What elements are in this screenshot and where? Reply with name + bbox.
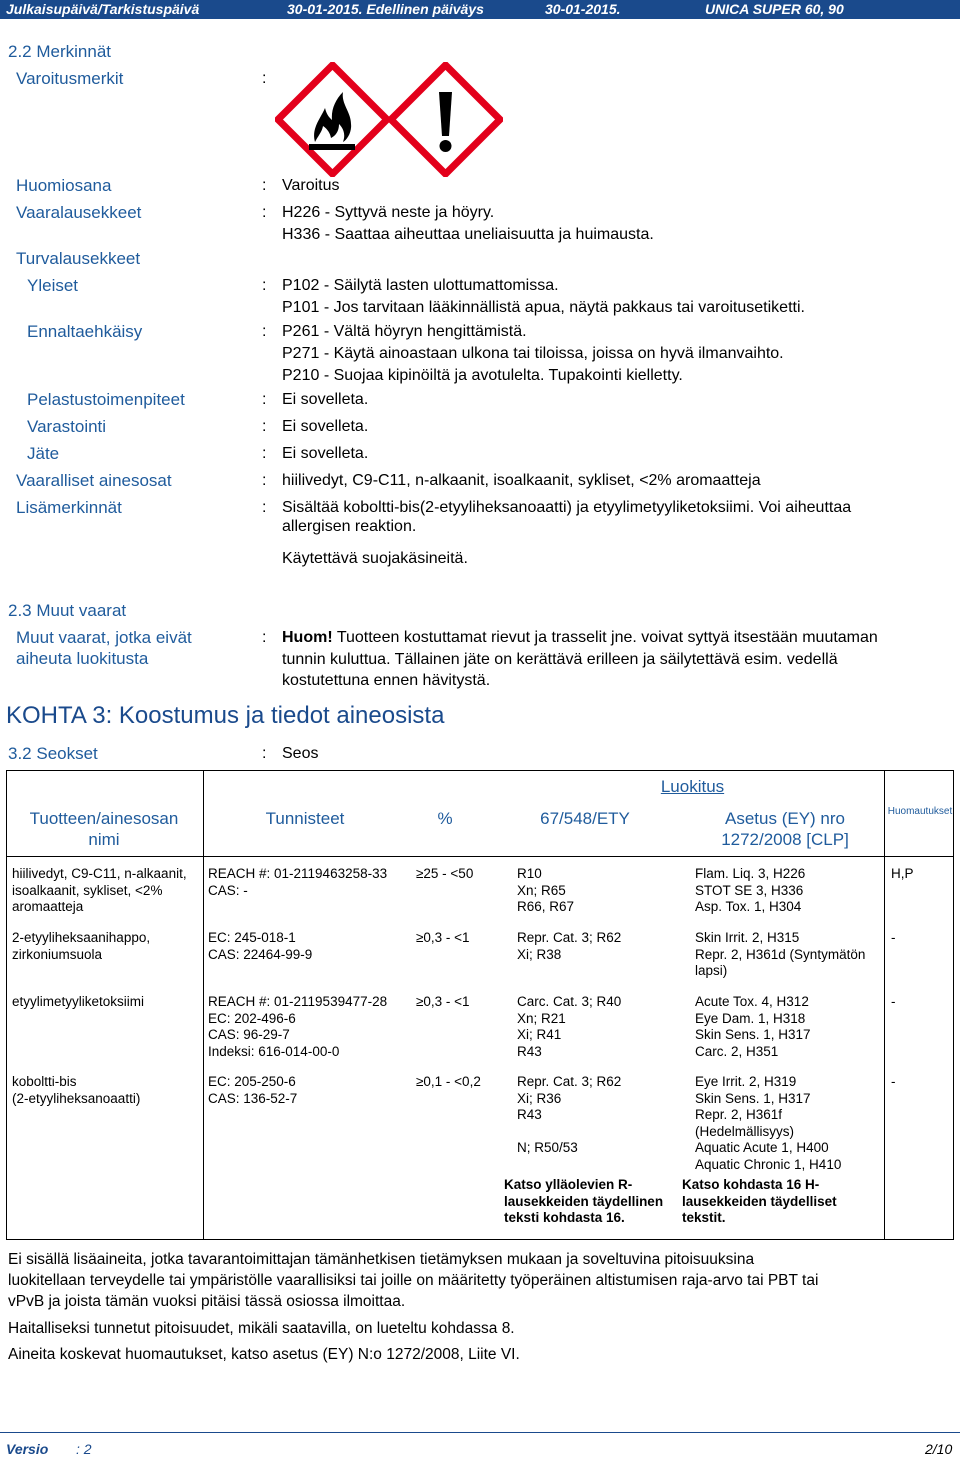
cell-line: Xi; R38 [517, 946, 562, 962]
cell-line: ≥0,3 - <1 [416, 930, 470, 945]
table-cell-clp [695, 930, 865, 980]
cell-line: isoalkaanit, sykliset, <2% [12, 882, 163, 898]
cell-line: (Hedelmällisyys) [695, 1123, 795, 1139]
cell-line: Flam. Liq. 3, H226 [695, 866, 806, 881]
colon: : [262, 70, 267, 87]
hazard-statements-label: Vaaralausekkeet [16, 203, 142, 222]
col-header-dsd: 67/548/ETY [540, 809, 630, 828]
colon: : [262, 277, 267, 294]
col-header-name [8, 808, 200, 850]
hazard-statement-1: H226 - Syttyvä neste ja höyry. [282, 204, 495, 221]
colon: : [262, 499, 267, 516]
table-cell-dsd [517, 1074, 621, 1157]
note-bold: Huom! [282, 629, 333, 646]
table-cell-clp [695, 866, 805, 916]
hazardous-ingredients-value: hiilivedyt, C9-C11, n-alkaanit, isoalkaanit, sykliset, <2% aromaatteja [282, 472, 761, 489]
colon: : [262, 204, 267, 221]
cell-line: H,P [891, 866, 914, 881]
table-cell-pct [416, 866, 473, 883]
colon: : [262, 472, 267, 489]
cell-line: CAS: 22464-99-9 [208, 946, 313, 962]
section-2-3-title: 2.3 Muut vaarat [8, 601, 127, 620]
cell-line: Repr. Cat. 3; R62 [517, 1074, 622, 1089]
cell-line: Skin Irrit. 2, H315 [695, 930, 800, 945]
disposal-value: Ei sovelleta. [282, 445, 369, 462]
table-cell-notes [891, 1074, 896, 1091]
cell-line: EC: 202-496-6 [208, 1010, 296, 1026]
cell-line: Aquatic Chronic 1, H410 [695, 1156, 842, 1172]
paragraph-line: Ei sisällä lisäaineita, jotka tavarantoimittajan tämänhetkisen tietämyksen mukaan ja soveltuvina pitoisuuksina [8, 1251, 755, 1268]
header-date-label: Julkaisupäivä/Tarkistuspäivä [6, 1, 200, 17]
dsd-reference-line: teksti kohdasta 16. [504, 1210, 625, 1225]
cell-line: REACH #: 01-2119463258-33 [208, 866, 388, 881]
cell-line [517, 1124, 621, 1141]
cell-line: zirkoniumsuola [12, 946, 103, 962]
cell-line: CAS: - [208, 882, 248, 898]
cell-line: aromaatteja [12, 899, 84, 914]
col-header-clp-2: 1272/2008 [CLP] [721, 830, 849, 849]
version-number: : 2 [76, 1441, 92, 1457]
signal-word: Varoitus [282, 177, 340, 194]
cell-line: Xn; R65 [517, 882, 566, 898]
supplemental-2: allergisen reaktion. [282, 518, 417, 535]
other-hazards-label-2: aiheuta luokitusta [16, 649, 149, 668]
table-cell-ids [208, 866, 387, 899]
table-divider [203, 770, 204, 1240]
prevention-statement-3: P210 - Suojaa kipinöiltä ja avotulelta. Tupakointi kielletty. [282, 367, 683, 384]
cell-line: lapsi) [695, 963, 728, 978]
col-header-name-2: nimi [88, 830, 120, 849]
colon: : [262, 323, 267, 340]
dsd-reference-line: lausekkeiden täydellinen [504, 1193, 664, 1209]
other-hazards-line-1 [282, 628, 878, 647]
paragraph-line: vPvB ja joista tämän vuoksi pitäisi tässä osiossa ilmoittaa. [8, 1293, 406, 1310]
precautionary-label: Turvalausekkeet [16, 249, 141, 268]
general-statement-2: P101 - Jos tarvitaan lääkinnällistä apua, näytä pakkaus tai varoitusetiketti. [282, 299, 805, 316]
cell-line: hiilivedyt, C9-C11, n-alkaanit, [12, 866, 187, 881]
cell-line: R43 [517, 1107, 542, 1122]
footer-bar [0, 1432, 960, 1461]
cell-line: ≥0,1 - <0,2 [416, 1074, 481, 1089]
table-cell-ids [208, 930, 312, 963]
colon: : [262, 445, 267, 462]
col-header-percent: % [437, 809, 453, 828]
version-label: Versio [6, 1441, 49, 1457]
cell-line: Repr. 2, H361f [695, 1107, 783, 1122]
cell-line: Carc. Cat. 3; R40 [517, 994, 622, 1009]
col-header-name-1: Tuotteen/ainesosan [29, 809, 179, 828]
cell-line: R66, R67 [517, 899, 575, 914]
additional-info-paragraph [8, 1249, 953, 1312]
table-cell-dsd [517, 994, 621, 1060]
table-cell-notes [891, 930, 896, 947]
mixtures-value: Seos [282, 745, 319, 762]
colon: : [262, 629, 267, 646]
exposure-limits-paragraph: Haitalliseksi tunnetut pitoisuudet, mikäli saatavilla, on lueteltu kohdassa 8. [8, 1320, 515, 1337]
prevention-statement-2: P271 - Käytä ainoastaan ulkona tai tiloissa, joissa on hyvä ilmanvaihto. [282, 345, 784, 362]
paragraph-line: luokitellaan terveydelle tai ympäristölle vaarallisiksi tai joille on määritetty työperäinen altistumisen raja-arvo tai PBT tai [8, 1272, 819, 1289]
cell-line: Xn; R21 [517, 1010, 566, 1026]
cell-line: R43 [517, 1043, 542, 1059]
colon: : [262, 391, 267, 408]
table-cell-name [12, 994, 144, 1011]
cell-line: 2-etyyliheksaanihappo, [12, 930, 151, 945]
section-2-2-title: 2.2 Merkinnät [8, 42, 111, 61]
clp-reference-note [682, 1177, 837, 1227]
prevention-label: Ennaltaehkäisy [27, 322, 143, 341]
general-statement-1: P102 - Säilytä lasten ulottumattomissa. [282, 277, 559, 294]
cell-line: Eye Irrit. 2, H319 [695, 1074, 797, 1089]
col-header-ids: Tunnisteet [265, 809, 345, 828]
cell-line: Repr. 2, H361d (Syntymätön [695, 946, 866, 962]
cell-line: Repr. Cat. 3; R62 [517, 930, 622, 945]
page-number: 2/10 [925, 1441, 953, 1457]
general-label: Yleiset [27, 276, 79, 295]
cell-line: Acute Tox. 4, H312 [695, 994, 809, 1009]
cell-line: etyylimetyyliketoksiimi [12, 994, 145, 1009]
cell-line: CAS: 96-29-7 [208, 1027, 290, 1042]
table-cell-notes [891, 866, 914, 883]
cell-line: Indeksi: 616-014-00-0 [208, 1043, 340, 1059]
cell-line: ≥0,3 - <1 [416, 994, 470, 1009]
clp-reference-line: lausekkeiden täydelliset [682, 1193, 837, 1209]
hazardous-ingredients-label: Vaaralliset ainesosat [16, 471, 172, 490]
cell-line: - [891, 1074, 896, 1089]
supplemental-label: Lisämerkinnät [16, 498, 122, 517]
cell-line: Carc. 2, H351 [695, 1043, 779, 1059]
mixtures-label: 3.2 Seokset [8, 744, 98, 763]
exclamation-icon [388, 62, 503, 177]
table-cell-clp [695, 994, 811, 1060]
clp-reference-line: tekstit. [682, 1210, 726, 1225]
table-cell-name [12, 866, 187, 916]
cell-line: Xi; R36 [517, 1090, 562, 1106]
colon: : [262, 418, 267, 435]
section-3-title: KOHTA 3: Koostumus ja tiedot aineosista [6, 702, 445, 729]
table-cell-name [12, 1074, 140, 1107]
table-cell-dsd [517, 866, 574, 916]
clp-reference-line: Katso kohdasta 16 H- [682, 1177, 820, 1192]
cell-line: REACH #: 01-2119539477-28 [208, 994, 388, 1009]
header-date-2: 30-01-2015. [545, 1, 621, 17]
cell-line: koboltti-bis [12, 1074, 77, 1089]
col-header-clp-1: Asetus (EY) nro [725, 809, 845, 828]
table-cell-clp [695, 1074, 841, 1173]
table-cell-ids [208, 994, 387, 1060]
cell-line: EC: 245-018-1 [208, 930, 296, 945]
col-header-notes: Huomautukset [887, 806, 953, 817]
cell-line: CAS: 136-52-7 [208, 1090, 298, 1106]
table-cell-ids [208, 1074, 297, 1107]
cell-line: EC: 205-250-6 [208, 1074, 296, 1089]
cell-line: Xi; R41 [517, 1027, 562, 1042]
cell-line: Aquatic Acute 1, H400 [695, 1140, 829, 1155]
cell-line: Skin Sens. 1, H317 [695, 1027, 811, 1042]
table-divider [884, 770, 885, 1240]
table-cell-dsd [517, 930, 621, 963]
storage-label: Varastointi [27, 417, 107, 436]
cell-line: N; R50/53 [517, 1140, 578, 1155]
cell-line: - [891, 994, 896, 1009]
response-value: Ei sovelleta. [282, 391, 369, 408]
table-header-divider [6, 856, 954, 857]
prevention-statement-1: P261 - Vältä höyryn hengittämistä. [282, 323, 527, 340]
other-hazards-line-2: tunnin kuluttua. Tällainen jäte on kerättävä erilleen ja säilytettävä esim. vedellä [282, 651, 838, 668]
table-cell-pct [416, 930, 470, 947]
notes-reference-paragraph: Aineita koskevat huomautukset, katso asetus (EY) N:o 1272/2008, Liite VI. [8, 1346, 520, 1363]
col-header-classification: Luokitus [660, 777, 725, 796]
cell-line: Eye Dam. 1, H318 [695, 1010, 806, 1026]
cell-line: ≥25 - <50 [416, 866, 474, 881]
storage-value: Ei sovelleta. [282, 418, 369, 435]
colon: : [262, 177, 267, 194]
response-label: Pelastustoimenpiteet [27, 390, 185, 409]
col-header-clp [700, 808, 870, 850]
cell-line: R10 [517, 866, 542, 881]
cell-line: Skin Sens. 1, H317 [695, 1090, 811, 1106]
table-cell-pct [416, 1074, 481, 1091]
dsd-reference-line: Katso ylläolevien R- [504, 1177, 633, 1192]
dsd-reference-note [504, 1177, 663, 1227]
table-cell-notes [891, 994, 896, 1011]
header-product: UNICA SUPER 60, 90 [705, 1, 844, 17]
colon: : [262, 745, 267, 762]
supplemental-1: Sisältää koboltti-bis(2-etyyliheksanoaatti) ja etyylimetyyliketoksiimi. Voi aiheuttaa [282, 499, 852, 516]
cell-line: STOT SE 3, H336 [695, 882, 804, 898]
table-cell-name [12, 930, 150, 963]
supplemental-3: Käytettävä suojakäsineitä. [282, 550, 468, 567]
cell-line: (2-etyyliheksanoaatti) [12, 1090, 141, 1106]
other-hazards-label-1: Muut vaarat, jotka eivät [16, 628, 192, 647]
header-date-1: 30-01-2015. Edellinen päiväys [287, 1, 484, 17]
table-cell-pct [416, 994, 470, 1011]
flame-icon [275, 62, 390, 177]
warning-symbols-label: Varoitusmerkit [16, 69, 124, 88]
other-hazards-line-3: kostutettuna ennen hävitystä. [282, 672, 491, 689]
cell-line: Asp. Tox. 1, H304 [695, 899, 802, 914]
signal-word-label: Huomiosana [16, 176, 112, 195]
hazard-statement-2: H336 - Saattaa aiheuttaa uneliaisuutta ja huimausta. [282, 226, 654, 243]
header-bar [0, 0, 960, 19]
cell-line: - [891, 930, 896, 945]
disposal-label: Jäte [27, 444, 60, 463]
other-hazards-text-1: Tuotteen kostuttamat rievut ja trasselit jne. voivat syttyä itsestään muutaman [332, 629, 878, 646]
